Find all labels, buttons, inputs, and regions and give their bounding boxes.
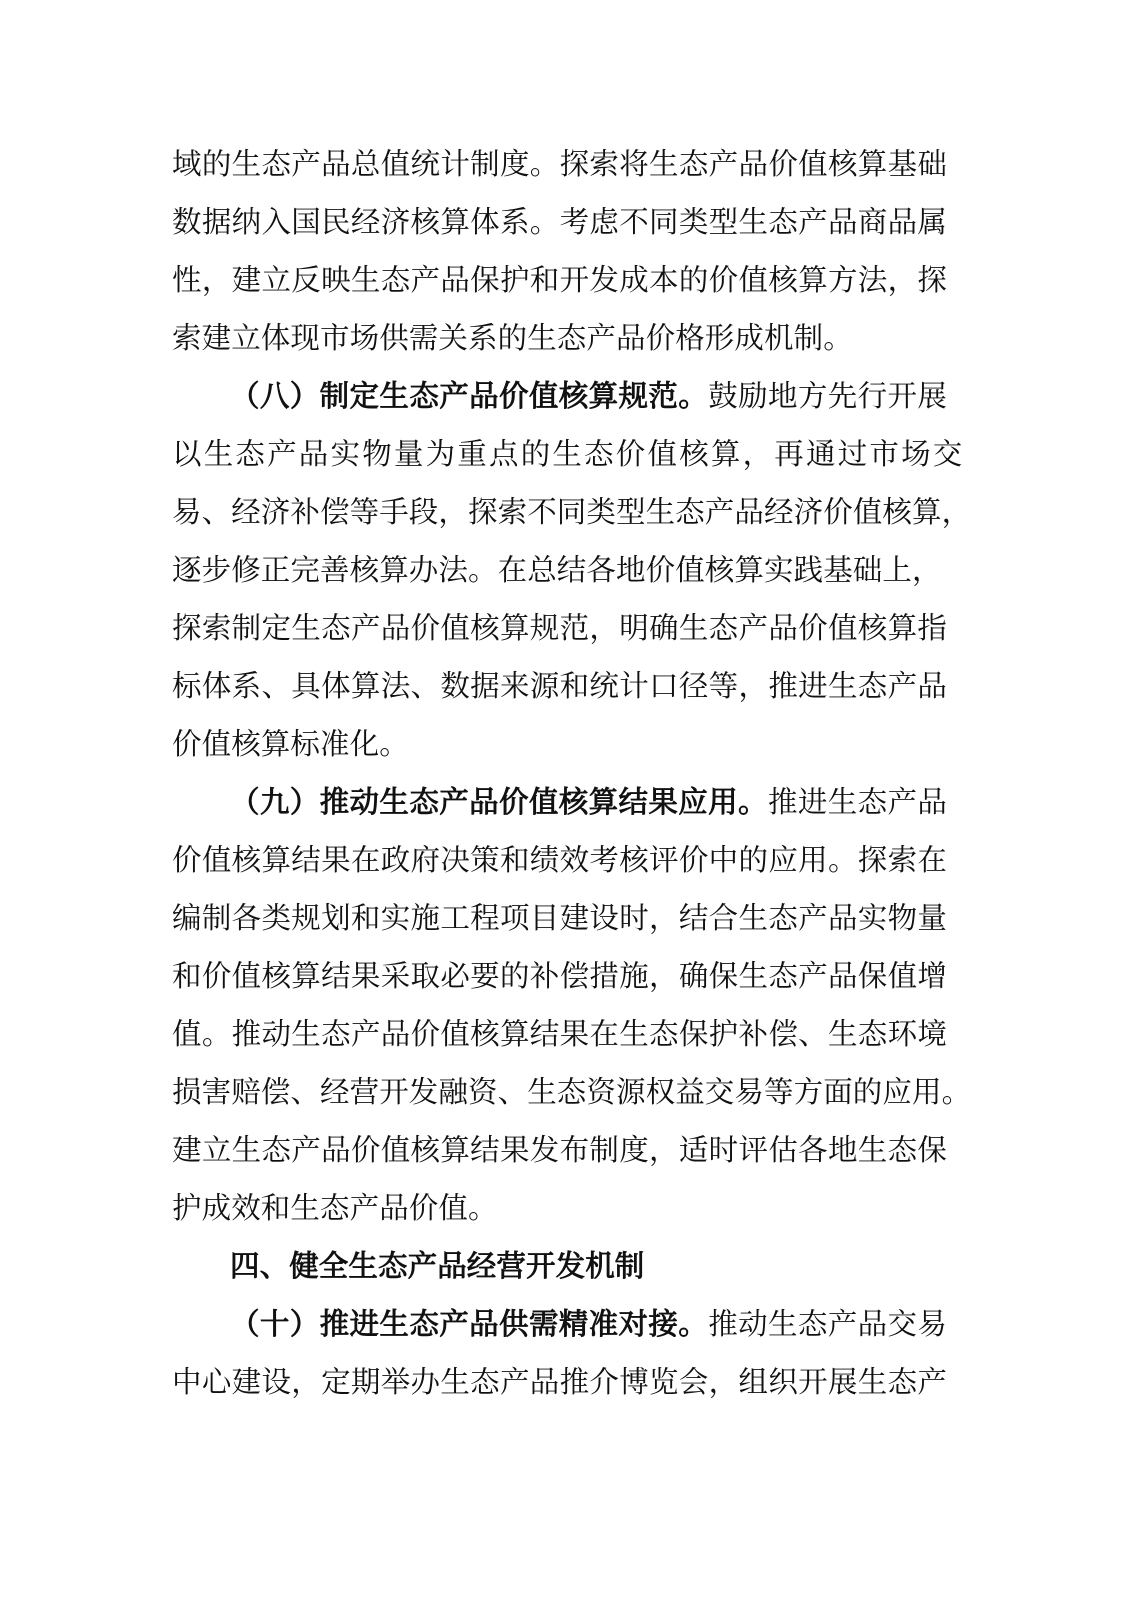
paragraph-9-first-line	[230, 782, 947, 822]
text-line: 易、经济补偿等手段，探索不同类型生态产品经济价值核算，	[172, 495, 972, 529]
text-line: 标体系、具体算法、数据来源和统计口径等，推进生态产品	[172, 669, 947, 703]
paragraph-9-heading: （九）推动生态产品价值核算结果应用。	[230, 785, 768, 819]
text-line: 建立生态产品价值核算结果发布制度，适时评估各地生态保	[172, 1133, 947, 1167]
paragraph-10-first-line	[230, 1304, 947, 1344]
text-line: 探索制定生态产品价值核算规范，明确生态产品价值核算指	[172, 611, 947, 645]
text-line: 护成效和生态产品价值。	[172, 1191, 498, 1225]
text-line: 性，建立反映生态产品保护和开发成本的价值核算方法，探	[172, 263, 947, 297]
text-line: 以生态产品实物量为重点的生态价值核算，再通过市场交	[172, 437, 965, 471]
text-line: 值。推动生态产品价值核算结果在生态保护补偿、生态环境	[172, 1017, 947, 1051]
paragraph-10-text: 推动生态产品交易	[708, 1307, 947, 1341]
paragraph-8-first-line	[230, 376, 947, 416]
text-line: 索建立体现市场供需关系的生态产品价格形成机制。	[172, 321, 853, 355]
paragraph-10-heading: （十）推进生态产品供需精准对接。	[230, 1307, 709, 1341]
text-line: 编制各类规划和实施工程项目建设时，结合生态产品实物量	[172, 901, 947, 935]
text-line: 逐步修正完善核算办法。在总结各地价值核算实践基础上，	[172, 553, 942, 587]
text-line: 域的生态产品总值统计制度。探索将生态产品价值核算基础	[172, 147, 947, 181]
text-line: 和价值核算结果采取必要的补偿措施，确保生态产品保值增	[172, 959, 947, 993]
text-line: 价值核算结果在政府决策和绩效考核评价中的应用。探索在	[172, 843, 947, 877]
paragraph-8-heading: （八）制定生态产品价值核算规范。	[230, 379, 709, 413]
section-heading: 四、健全生态产品经营开发机制	[230, 1249, 645, 1283]
text-line: 数据纳入国民经济核算体系。考虑不同类型生态产品商品属	[172, 205, 947, 239]
text-line: 损害赔偿、经营开发融资、生态资源权益交易等方面的应用。	[172, 1075, 972, 1109]
text-line: 中心建设，定期举办生态产品推介博览会，组织开展生态产	[172, 1365, 947, 1399]
text-line: 价值核算标准化。	[172, 727, 409, 761]
paragraph-9-text: 推进生态产品	[767, 785, 947, 819]
paragraph-8-text: 鼓励地方先行开展	[708, 379, 947, 413]
